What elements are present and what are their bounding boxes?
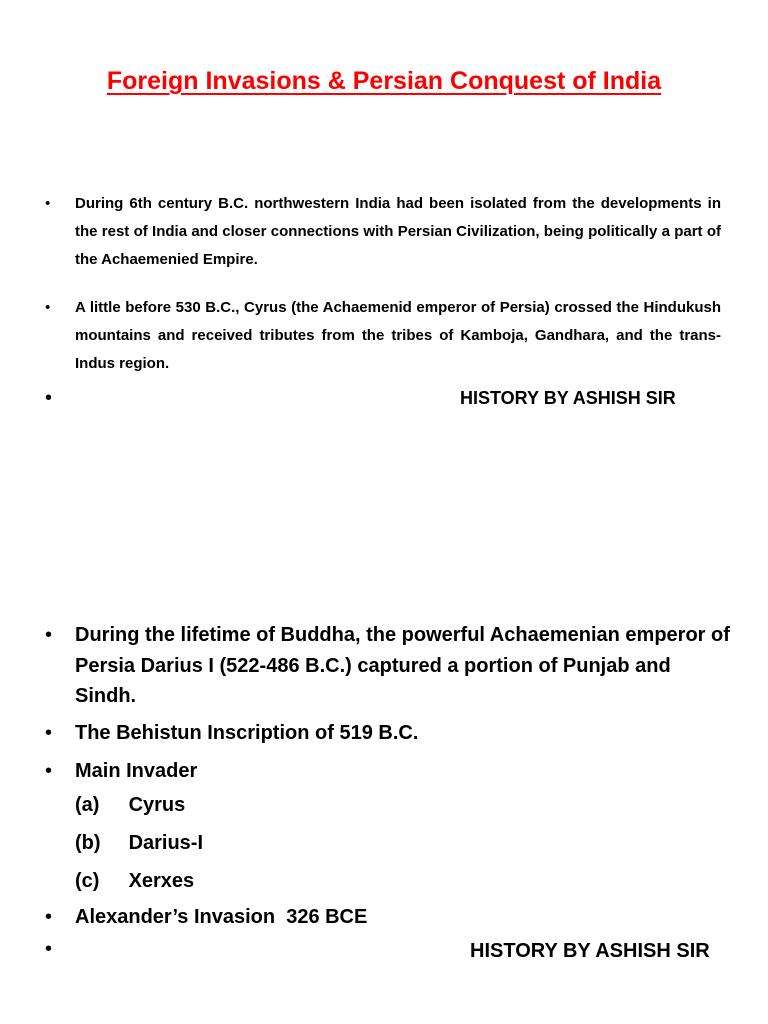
list-item (45, 190, 721, 274)
list-item (45, 902, 735, 933)
invader-item (75, 786, 203, 824)
bullet-text: During the lifetime of Buddha, the powerful Achaemenian emperor of Persia Darius I (522-486 B.C.) captured a portion of Punjab and Sindh. (75, 624, 730, 707)
main-bullet-list (45, 620, 735, 793)
list-item (45, 294, 721, 378)
bullet-marker: • (45, 721, 53, 744)
list-item (45, 718, 735, 749)
bullet-marker: • (45, 195, 51, 212)
bullet-marker: • (45, 938, 53, 960)
invader-item (75, 862, 203, 900)
bullet-text: The Behistun Inscription of 519 B.C. (75, 721, 419, 744)
final-bullet-list (45, 902, 735, 939)
bullet-text: Alexander’s Invasion 326 BCE (75, 906, 368, 928)
list-item (45, 756, 735, 787)
invader-name: Cyrus (128, 794, 186, 816)
signature-text: HISTORY BY ASHISH SIR (470, 940, 710, 962)
bullet-text: Main Invader (75, 760, 198, 782)
invader-item (75, 824, 203, 862)
bullet-marker: • (45, 906, 53, 928)
bullet-marker: • (45, 299, 51, 316)
intro-bullet-list (45, 190, 721, 388)
bullet-marker: • (45, 760, 53, 782)
invader-label: (b) (75, 832, 101, 854)
bullet-text: A little before 530 B.C., Cyrus (the Achaemenid emperor of Persia) crossed the Hindukush mountains and received tributes from the tribes of Kamboja, Gandhara, and the trans-Indus region. (75, 299, 721, 372)
page-title-text: Foreign Invasions & Persian Conquest of India (106, 67, 662, 95)
invader-label: (c) (75, 870, 100, 892)
list-item (45, 620, 735, 712)
signature-text: HISTORY BY ASHISH SIR (460, 388, 676, 408)
bullet-text: During 6th century B.C. northwestern India had been isolated from the developments in the rest of India and closer connections with Persian Civilization, being politically a part of the Achaemenied Empire. (75, 195, 721, 268)
invader-label: (a) (75, 794, 100, 816)
page-title (0, 60, 768, 97)
invader-name: Darius-I (128, 832, 204, 854)
invader-list (75, 786, 203, 900)
invader-name: Xerxes (128, 870, 195, 892)
bullet-marker: • (45, 387, 53, 409)
bullet-marker: • (45, 624, 53, 646)
